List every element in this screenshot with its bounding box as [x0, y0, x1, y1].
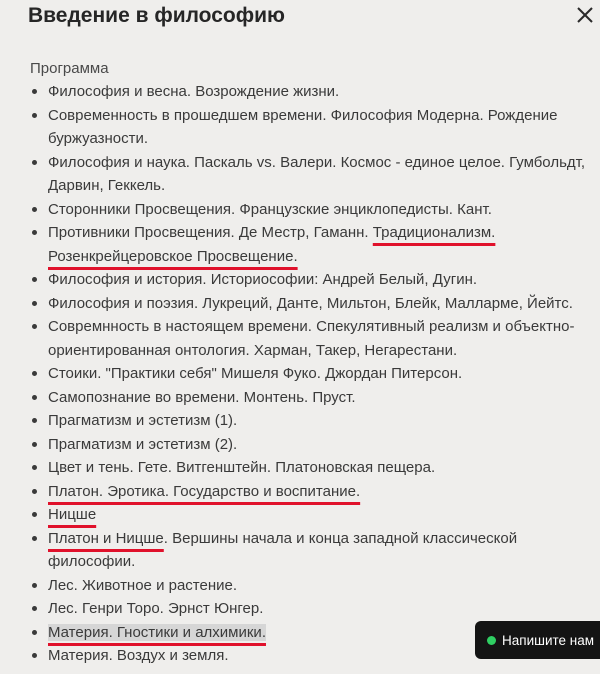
list-item-text: Цвет и тень. Гете. Витгенштейн. Платоновская пещера. — [48, 459, 436, 476]
bullet-icon — [32, 653, 37, 658]
bullet-icon — [32, 583, 37, 588]
bullet-icon — [32, 418, 37, 423]
bullet-icon — [32, 489, 37, 494]
list-item — [0, 409, 600, 433]
bullet-icon — [32, 160, 37, 165]
list-item — [0, 527, 600, 574]
chat-widget-label: Напишите нам — [502, 632, 595, 648]
list-item — [0, 503, 600, 527]
bullet-icon — [32, 89, 37, 94]
list-item — [0, 597, 600, 621]
list-item-text: Философия и история. Историософии: Андрей Белый, Дугин. — [48, 271, 478, 288]
bullet-icon — [32, 536, 37, 541]
list-item-text: Современность в прошедшем времени. Философия Модерна. Рождение буржуазности. — [48, 106, 558, 147]
underlined-text: Платон. Эротика. Государство и воспитание. — [48, 482, 361, 500]
list-item — [0, 104, 600, 151]
close-icon-graphic — [573, 3, 597, 27]
list-item-text: Лес. Генри Торо. Эрнст Юнгер. — [48, 600, 264, 617]
list-item-text: Философия и наука. Паскаль vs. Валери. Космос - единое целое. Гумбольдт, Дарвин, Геккель. — [48, 153, 586, 194]
list-item-text: Прагматизм и эстетизм (2). — [48, 435, 238, 453]
list-item — [0, 198, 600, 222]
list-item — [0, 80, 600, 104]
bullet-icon — [32, 512, 37, 517]
list-item-text: Философия и весна. Возрождение жизни. — [48, 83, 340, 100]
list-item-text: . Вершины начала и конца западной классической философии. — [48, 529, 518, 570]
bullet-icon — [32, 324, 37, 329]
underlined-text: Традиционализм. Розенкрейцеровское Просвещение. — [48, 224, 496, 265]
list-item — [0, 151, 600, 198]
list-item-text: Лес. Животное и растение. — [48, 576, 238, 594]
list-item-text: Противники Просвещения. Де Местр, Гаманн. — [48, 224, 373, 241]
list-item — [0, 221, 600, 268]
modal-title: Введение в философию — [28, 4, 285, 27]
list-item-text: Философия и поэзия. Лукреций, Данте, Мильтон, Блейк, Малларме, Йейтс. — [48, 294, 573, 312]
list-item — [0, 456, 600, 480]
bullet-icon — [32, 113, 37, 118]
list-item — [0, 268, 600, 292]
underlined-text: Платон и Ницше — [48, 529, 164, 547]
list-item — [0, 433, 600, 457]
chat-widget-button[interactable] — [475, 621, 600, 659]
list-item-text: Стоики. "Практики себя" Мишеля Фуко. Джордан Питерсон. — [48, 365, 463, 382]
program-list — [0, 80, 600, 668]
list-item — [0, 362, 600, 386]
bullet-icon — [32, 442, 37, 447]
list-item — [0, 574, 600, 598]
bullet-icon — [32, 606, 37, 611]
list-item — [0, 292, 600, 316]
bullet-icon — [32, 371, 37, 376]
bullet-icon — [32, 207, 37, 212]
list-item — [0, 480, 600, 504]
online-status-icon — [487, 636, 496, 645]
underlined-text: Материя. Гностики и алхимики. — [48, 623, 266, 641]
bullet-icon — [32, 465, 37, 470]
list-item-text: Совремнность в настоящем времени. Спекулятивный реализм и объектно-ориентированная онтология. Харман, Такер, Негарестани. — [48, 318, 575, 359]
section-label: Программа — [30, 60, 109, 77]
bullet-icon — [32, 630, 37, 635]
bullet-icon — [32, 301, 37, 306]
list-item — [0, 315, 600, 362]
close-icon[interactable] — [573, 3, 597, 27]
list-item-text: Материя. Воздух и земля. — [48, 647, 229, 664]
bullet-icon — [32, 230, 37, 235]
list-item-text: Прагматизм и эстетизм (1). — [48, 412, 238, 429]
list-item-text: Сторонники Просвещения. Французские энциклопедисты. Кант. — [48, 200, 492, 218]
bullet-icon — [32, 277, 37, 282]
list-item-text: Самопознание во времени. Монтень. Пруст. — [48, 388, 356, 406]
underlined-text: Ницше — [48, 506, 97, 523]
bullet-icon — [32, 395, 37, 400]
list-item — [0, 386, 600, 410]
